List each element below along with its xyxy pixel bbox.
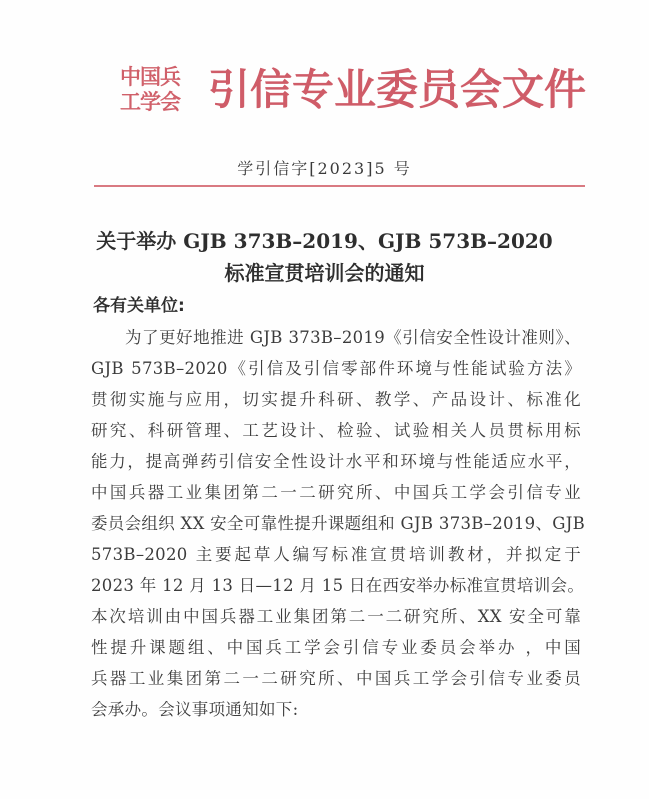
org-name bbox=[120, 65, 202, 115]
body-line: 委员会组织 XX 安全可靠性提升课题组和 GJB 373B–2019、GJB bbox=[91, 514, 586, 533]
body-line: 2023 年 12 月 13 日—12 月 15 日在西安举办标准宣贯培训会。 bbox=[91, 576, 585, 595]
letterhead bbox=[120, 60, 586, 120]
notice-title-line2: 标准宣贯培训会的通知 bbox=[224, 261, 425, 285]
org-name-line2: 工学会 bbox=[120, 90, 180, 114]
body-line: 会承办。会议事项通知如下: bbox=[91, 700, 299, 719]
body-line: 本次培训由中国兵器工业集团第二一二研究所、XX 安全可靠 bbox=[91, 607, 581, 626]
body-line: 兵器工业集团第二一二研究所、中国兵工学会引信专业委员 bbox=[91, 669, 581, 688]
salutation: 各有关单位: bbox=[93, 296, 185, 316]
notice-title-line1: 关于举办 GJB 373B–2019、GJB 573B–2020 bbox=[96, 229, 553, 253]
red-divider bbox=[94, 185, 585, 187]
document-number: 学引信字[2023]5 号 bbox=[237, 159, 412, 178]
body-line: GJB 573B–2020《引信及引信零部件环境与性能试验方法》 bbox=[91, 359, 581, 378]
body-line: 贯彻实施与应用，切实提升科研、教学、产品设计、标准化 bbox=[91, 390, 581, 409]
body-line: 为了更好地推进 GJB 373B–2019《引信安全性设计准则》、 bbox=[125, 328, 581, 347]
body-line: 中国兵器工业集团第二一二研究所、中国兵工学会引信专业 bbox=[91, 483, 581, 502]
org-name-line1: 中国兵 bbox=[120, 65, 180, 89]
body-line: 573B–2020 主要起草人编写标准宣贯培训教材，并拟定于 bbox=[91, 545, 581, 564]
document-type-title: 引信专业委员会文件 bbox=[208, 65, 587, 114]
body-line: 研究、科研管理、工艺设计、检验、试验相关人员贯标用标 bbox=[91, 421, 581, 440]
body-line: 能力，提高弹药引信安全性设计水平和环境与性能适应水平， bbox=[91, 452, 581, 471]
body-line: 性提升课题组、中国兵工学会引信专业委员会举办 ，中国 bbox=[91, 638, 581, 657]
